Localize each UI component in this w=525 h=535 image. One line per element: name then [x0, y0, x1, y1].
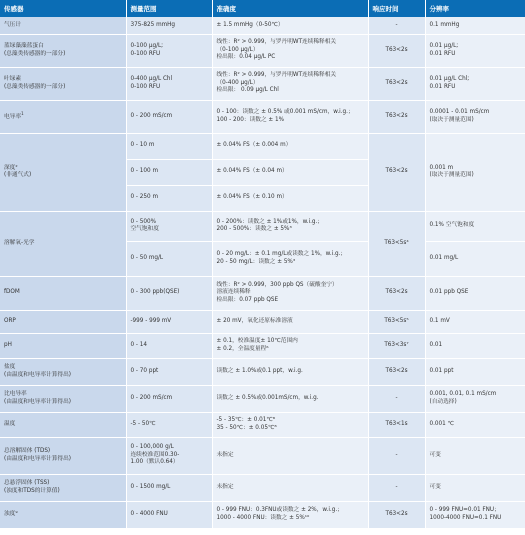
- range-cell: -5 - 50℃: [126, 412, 212, 437]
- table-row: [0, 276, 525, 310]
- range-cell: 0 - 100 m: [126, 159, 212, 185]
- response-cell: T63<2s: [368, 133, 425, 211]
- resolution-cell: 0.001 ℃: [425, 412, 525, 437]
- range-cell: 0-100 µg/L; 0-100 RFU: [126, 34, 212, 67]
- resolution-cell: 0.01 ppt: [425, 358, 525, 385]
- accuracy-cell: ± 0.04% FS（± 0.004 m）: [212, 133, 368, 159]
- table-row: [0, 133, 525, 159]
- table-row: [0, 310, 525, 333]
- resolution-cell: 可变: [425, 437, 525, 474]
- sensor-name: 温度: [0, 412, 126, 437]
- response-cell: -: [368, 17, 425, 34]
- header-accuracy: 准确度: [212, 0, 368, 17]
- response-cell: T63<2s: [368, 501, 425, 528]
- response-cell: T63<2s: [368, 34, 425, 67]
- sensor-name: 溶解氧-光学: [0, 211, 126, 276]
- response-cell: T63<2s: [368, 100, 425, 133]
- range-cell: 0 - 14: [126, 333, 212, 358]
- resolution-cell: 0.01 ppb QSE: [425, 276, 525, 310]
- header-range: 测量范围: [126, 0, 212, 17]
- accuracy-cell: 未指定: [212, 437, 368, 474]
- accuracy-cell: 读数之 ± 1.0%或0.1 ppt，w.i.g.: [212, 358, 368, 385]
- range-cell: 0 - 50 mg/L: [126, 241, 212, 276]
- response-cell: T63<2s: [368, 358, 425, 385]
- table-row: [0, 385, 525, 412]
- resolution-cell: 0.001 m (取决于测量范围): [425, 133, 525, 211]
- sensor-name: 气压计: [0, 17, 126, 34]
- resolution-cell: 可变: [425, 474, 525, 501]
- accuracy-cell: -5 - 35℃：± 0.01℃⁸ 35 - 50℃：± 0.05℃⁸: [212, 412, 368, 437]
- accuracy-cell: ± 20 mV，氧化还原标准溶液: [212, 310, 368, 333]
- header-sensor: 传感器: [0, 0, 126, 17]
- resolution-cell: 0 - 999 FNU=0.01 FNU； 1000-4000 FNU=0.1 FNU: [425, 501, 525, 528]
- accuracy-cell: ± 0.1，校准温度± 10℃范围内 ± 0.2，全温度量程⁶: [212, 333, 368, 358]
- response-cell: T63<1s: [368, 412, 425, 437]
- header-response-time: 响应时间: [368, 0, 425, 17]
- sensor-name: 叶绿素 (总藻类传感器的一部分): [0, 67, 126, 100]
- response-cell: -: [368, 385, 425, 412]
- accuracy-cell: 0 - 20 mg/L：± 0.1 mg/L或读数之 1%，w.i.g.； 20 - 50 mg/L：读数之 ± 5%³: [212, 241, 368, 276]
- resolution-cell: 0.001, 0.01, 0.1 mS/cm (自动选择): [425, 385, 525, 412]
- accuracy-cell: 未指定: [212, 474, 368, 501]
- accuracy-cell: 线性：R² > 0.999，与罗丹明WT连续稀释相关 （0-100 µg/L） 检出限：0.04 µg/L PC: [212, 34, 368, 67]
- sensor-name: 深度² (非通气式): [0, 133, 126, 211]
- footnote-marker: 1: [21, 111, 24, 117]
- sensor-name: 总溶解固体 (TDS) (由温度和电导率计算得出): [0, 437, 126, 474]
- range-cell: 0 - 4000 FNU: [126, 501, 212, 528]
- resolution-cell: 0.0001 - 0.01 mS/cm (取决于测量范围): [425, 100, 525, 133]
- range-cell: 0 - 1500 mg/L: [126, 474, 212, 501]
- range-cell: -999 - 999 mV: [126, 310, 212, 333]
- sensor-name: 电导率$^1$: [0, 100, 126, 133]
- table-row: [0, 67, 525, 100]
- table-row: [0, 211, 525, 241]
- sensor-name: 总悬浮固体 (TSS) (浊度和TDS的计算值): [0, 474, 126, 501]
- response-cell: T63<2s: [368, 276, 425, 310]
- range-cell: 0-400 µg/L Chl 0-100 RFU: [126, 67, 212, 100]
- response-cell: -: [368, 474, 425, 501]
- sensor-name: 蓝绿藻藻蓝蛋白 (总藻类传感器的一部分): [0, 34, 126, 67]
- accuracy-cell: ± 1.5 mmHg（0-50℃）: [212, 17, 368, 34]
- response-cell: T63<5s⁴: [368, 211, 425, 276]
- response-cell: T63<5s⁵: [368, 310, 425, 333]
- accuracy-cell: 0 - 200%：读数之 ± 1%或1%，w.i.g.； 200 - 500%：读数之 ± 5%³: [212, 211, 368, 241]
- table-row: [0, 501, 525, 528]
- response-cell: T63<2s: [368, 67, 425, 100]
- sensor-name: fDOM: [0, 276, 126, 310]
- range-cell: 0 - 70 ppt: [126, 358, 212, 385]
- resolution-cell: 0.01 µg/L Chl; 0.01 RFU: [425, 67, 525, 100]
- resolution-cell: 0.01: [425, 333, 525, 358]
- range-cell: 0 - 250 m: [126, 185, 212, 211]
- accuracy-cell: 线性：R² > 0.999，300 ppb QS（硫酸奎宁） 溶液连续稀释 检出限：0.07 ppb QSE: [212, 276, 368, 310]
- sensor-name: 比电导率 (由温度和电导率计算得出): [0, 385, 126, 412]
- table-row: [0, 100, 525, 133]
- table-row: [0, 412, 525, 437]
- accuracy-cell: ± 0.04% FS（± 0.04 m）: [212, 159, 368, 185]
- resolution-cell: 0.1 mmHg: [425, 17, 525, 34]
- accuracy-cell: 0 - 100：读数之 ± 0.5% 或0.001 mS/cm，w.i.g.； 100 - 200：读数之 ± 1%: [212, 100, 368, 133]
- table-row: [0, 358, 525, 385]
- range-cell: 375-825 mmHg: [126, 17, 212, 34]
- range-cell: 0 - 10 m: [126, 133, 212, 159]
- sensor-name: pH: [0, 333, 126, 358]
- range-cell: 0 - 200 mS/cm: [126, 385, 212, 412]
- table-row: [0, 333, 525, 358]
- range-cell: 0 - 100,000 g/L 连续校准范围0.30- 1.00（默认0.64）: [126, 437, 212, 474]
- range-cell: 0 - 300 ppb(QSE): [126, 276, 212, 310]
- sensor-name: 盐度 (由温度和电导率计算得出): [0, 358, 126, 385]
- table-row: [0, 34, 525, 67]
- resolution-cell: 0.1 mV: [425, 310, 525, 333]
- table-row: [0, 474, 525, 501]
- response-cell: -: [368, 437, 425, 474]
- resolution-cell: 0.01 mg/L: [425, 241, 525, 276]
- table-row: [0, 437, 525, 474]
- table-header-row: [0, 0, 525, 17]
- accuracy-cell: 0 - 999 FNU：0.3FNU或读数之 ± 2%，w.i.g.； 1000 - 4000 FNU：读数之 ± 5%¹⁰: [212, 501, 368, 528]
- table-row: [0, 17, 525, 34]
- range-cell: 0 - 500% 空气饱和度: [126, 211, 212, 241]
- accuracy-cell: 读数之 ± 0.5%或0.001mS/cm，w.i.g.: [212, 385, 368, 412]
- header-resolution: 分辨率: [425, 0, 525, 17]
- accuracy-cell: ± 0.04% FS（± 0.10 m）: [212, 185, 368, 211]
- accuracy-cell: 线性：R² > 0.999，与罗丹明WT连续稀释相关 （0-400 µg/L） 检出限： 0.09 µg/L Chl: [212, 67, 368, 100]
- resolution-cell: 0.01 µg/L; 0.01 RFU: [425, 34, 525, 67]
- resolution-cell: 0.1% 空气饱和度: [425, 211, 525, 241]
- response-cell: T63<3s⁷: [368, 333, 425, 358]
- sensor-name: ORP: [0, 310, 126, 333]
- sensor-name: 浊度⁹: [0, 501, 126, 528]
- range-cell: 0 - 200 mS/cm: [126, 100, 212, 133]
